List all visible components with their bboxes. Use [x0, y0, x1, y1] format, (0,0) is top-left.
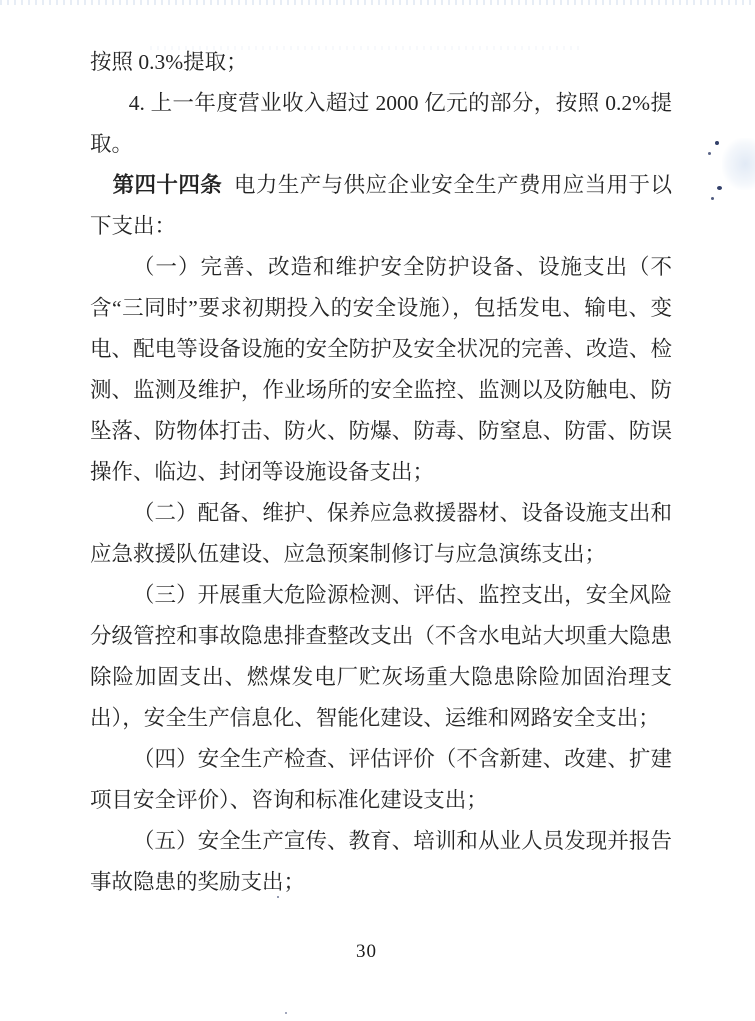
scan-artifact-top-band: [0, 0, 755, 5]
clause-3-paragraph: （三）开展重大危险源检测、评估、监控支出，安全风险分级管控和事故隐患排查整改支出（不含水电站大坝重大隐患除险加固支出、燃煤发电厂贮灰场重大隐患除险加固治理支出），安全生产信息化、智能化建设、运维和网路安全支出；: [90, 583, 672, 730]
ink-speck: [715, 141, 719, 145]
page-number: 30: [356, 941, 377, 962]
article-heading-text: 电力生产与供应企业安全生产费用应当用于以下支出：: [90, 173, 672, 238]
clause-1-paragraph: （一）完善、改造和维护安全防护设备、设施支出（不含“三同时”要求初期投入的安全设施），包括发电、输电、变电、配电等设备设施的安全防护及安全状况的完善、改造、检测、监测及维护，作业场所的安全监控、监测以及防触电、防坠落、防物体打击、防火、防爆、防毒、防窒息、防雷、防误操作、临边、封闭等设施设备支出；: [90, 255, 672, 484]
document-body: [90, 42, 672, 903]
article-44-heading-paragraph: [90, 165, 672, 247]
ink-speck: [711, 197, 714, 200]
clause-5-paragraph: （五）安全生产宣传、教育、培训和从业人员发现并报告事故隐患的奖励支出；: [90, 829, 672, 894]
ink-speck: [708, 152, 711, 155]
paragraph-continuation: 按照 0.3%提取；: [90, 50, 248, 74]
paragraph-item-4: 4. 上一年度营业收入超过 2000 亿元的部分，按照 0.2%提取。: [90, 91, 672, 156]
clause-4-paragraph: （四）安全生产检查、评估评价（不含新建、改建、扩建项目安全评价）、咨询和标准化建设支出；: [90, 747, 672, 812]
clause-2-paragraph: （二）配备、维护、保养应急救援器材、设备设施支出和应急救援队伍建设、应急预案制修订与应急演练支出；: [90, 501, 672, 566]
article-number: 第四十四条: [112, 173, 223, 197]
ink-speck: [277, 896, 279, 898]
scan-edge-smudge: [722, 138, 755, 190]
ink-speck: [285, 1012, 287, 1014]
